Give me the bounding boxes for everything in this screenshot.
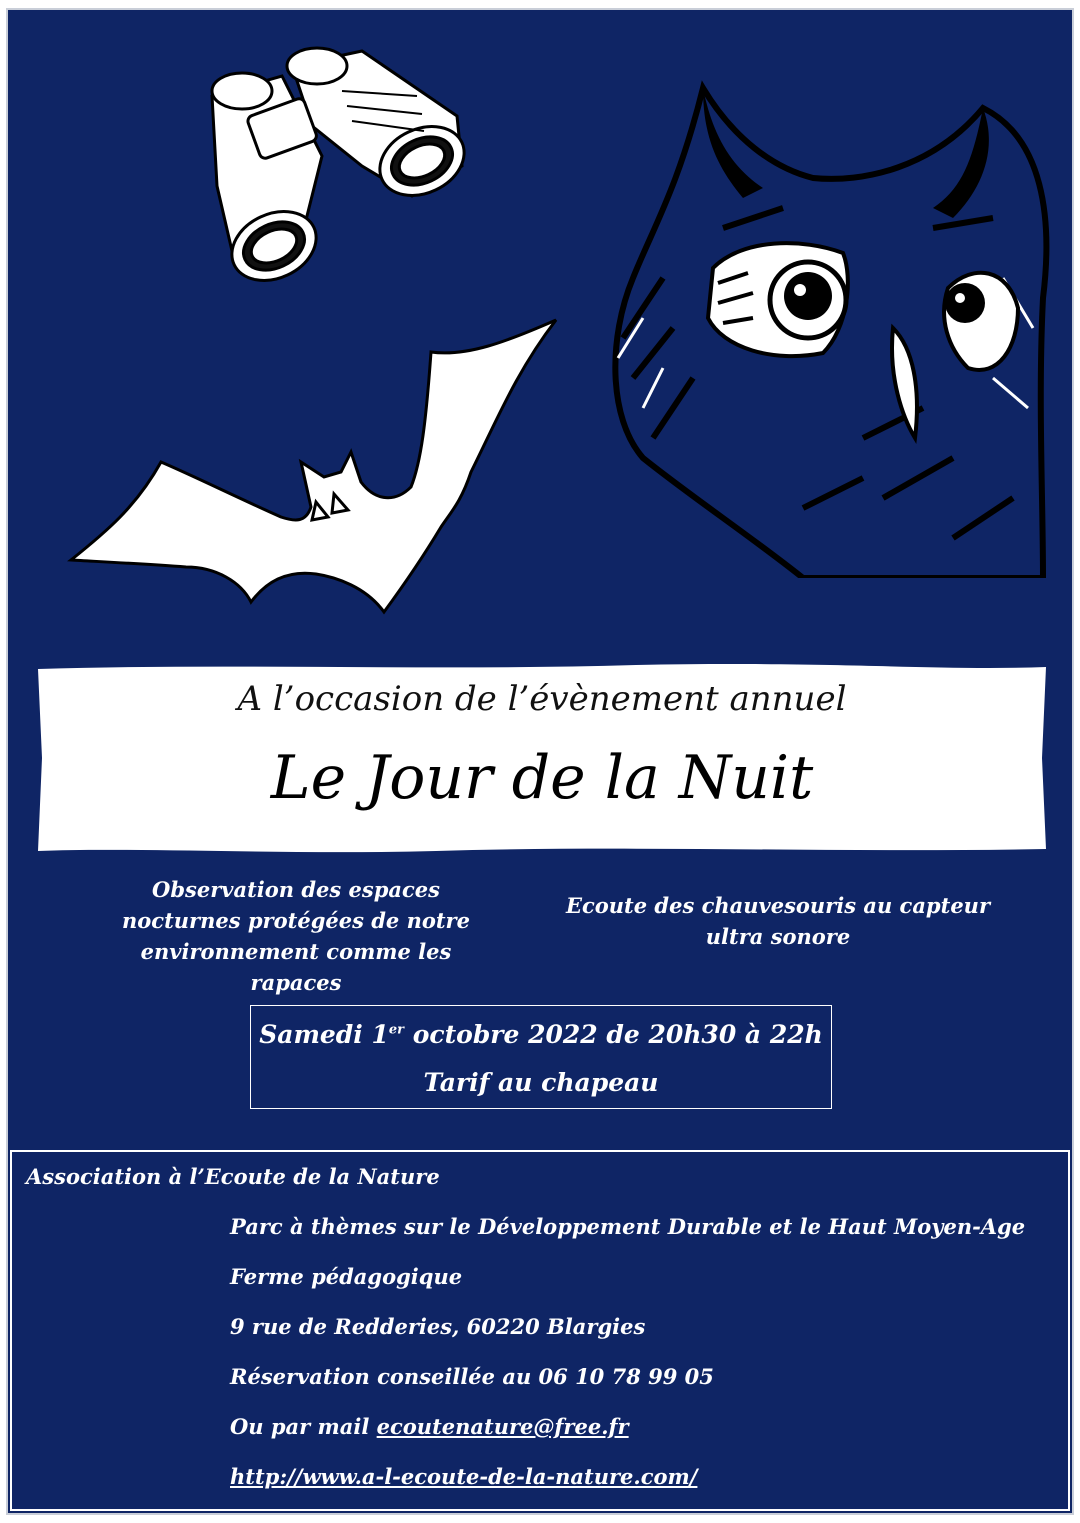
address: 9 rue de Redderies, 60220 Blargies xyxy=(230,1314,646,1339)
poster xyxy=(6,8,1074,1515)
park-description: Parc à thèmes sur le Développement Durable et le Haut Moyen-Age xyxy=(230,1214,1026,1239)
activity-bat-listening: Ecoute des chauvesouris au capteur ultra sonore xyxy=(565,893,991,949)
event-date: Samedi 1er octobre 2022 de 20h30 à 22h xyxy=(259,1020,823,1049)
title-banner xyxy=(36,663,1048,853)
owl-icon xyxy=(603,78,1053,578)
mail-line: Ou par mail ecoutenature@free.fr xyxy=(230,1414,629,1439)
website-link[interactable]: http://www.a-l-ecoute-de-la-nature.com/ xyxy=(230,1464,698,1489)
event-price: Tarif au chapeau xyxy=(423,1068,659,1097)
date-box xyxy=(250,1005,832,1109)
banner-subtitle: A l’occasion de l’évènement annuel xyxy=(237,679,847,719)
activity-observation: Observation des espaces nocturnes protégées de notre environnement comme les rapaces xyxy=(122,877,470,995)
binoculars-icon xyxy=(192,36,474,286)
event-title: Le Jour de la Nuit xyxy=(270,743,814,813)
reservation-phone: Réservation conseillée au 06 10 78 99 05 xyxy=(230,1364,714,1389)
association-name: Association à l’Ecoute de la Nature xyxy=(26,1164,440,1189)
website-line xyxy=(230,1464,697,1489)
bat-icon xyxy=(66,312,566,617)
association-info-box xyxy=(10,1150,1070,1511)
email-link[interactable]: ecoutenature@free.fr xyxy=(376,1414,629,1439)
farm-label: Ferme pédagogique xyxy=(230,1264,463,1289)
